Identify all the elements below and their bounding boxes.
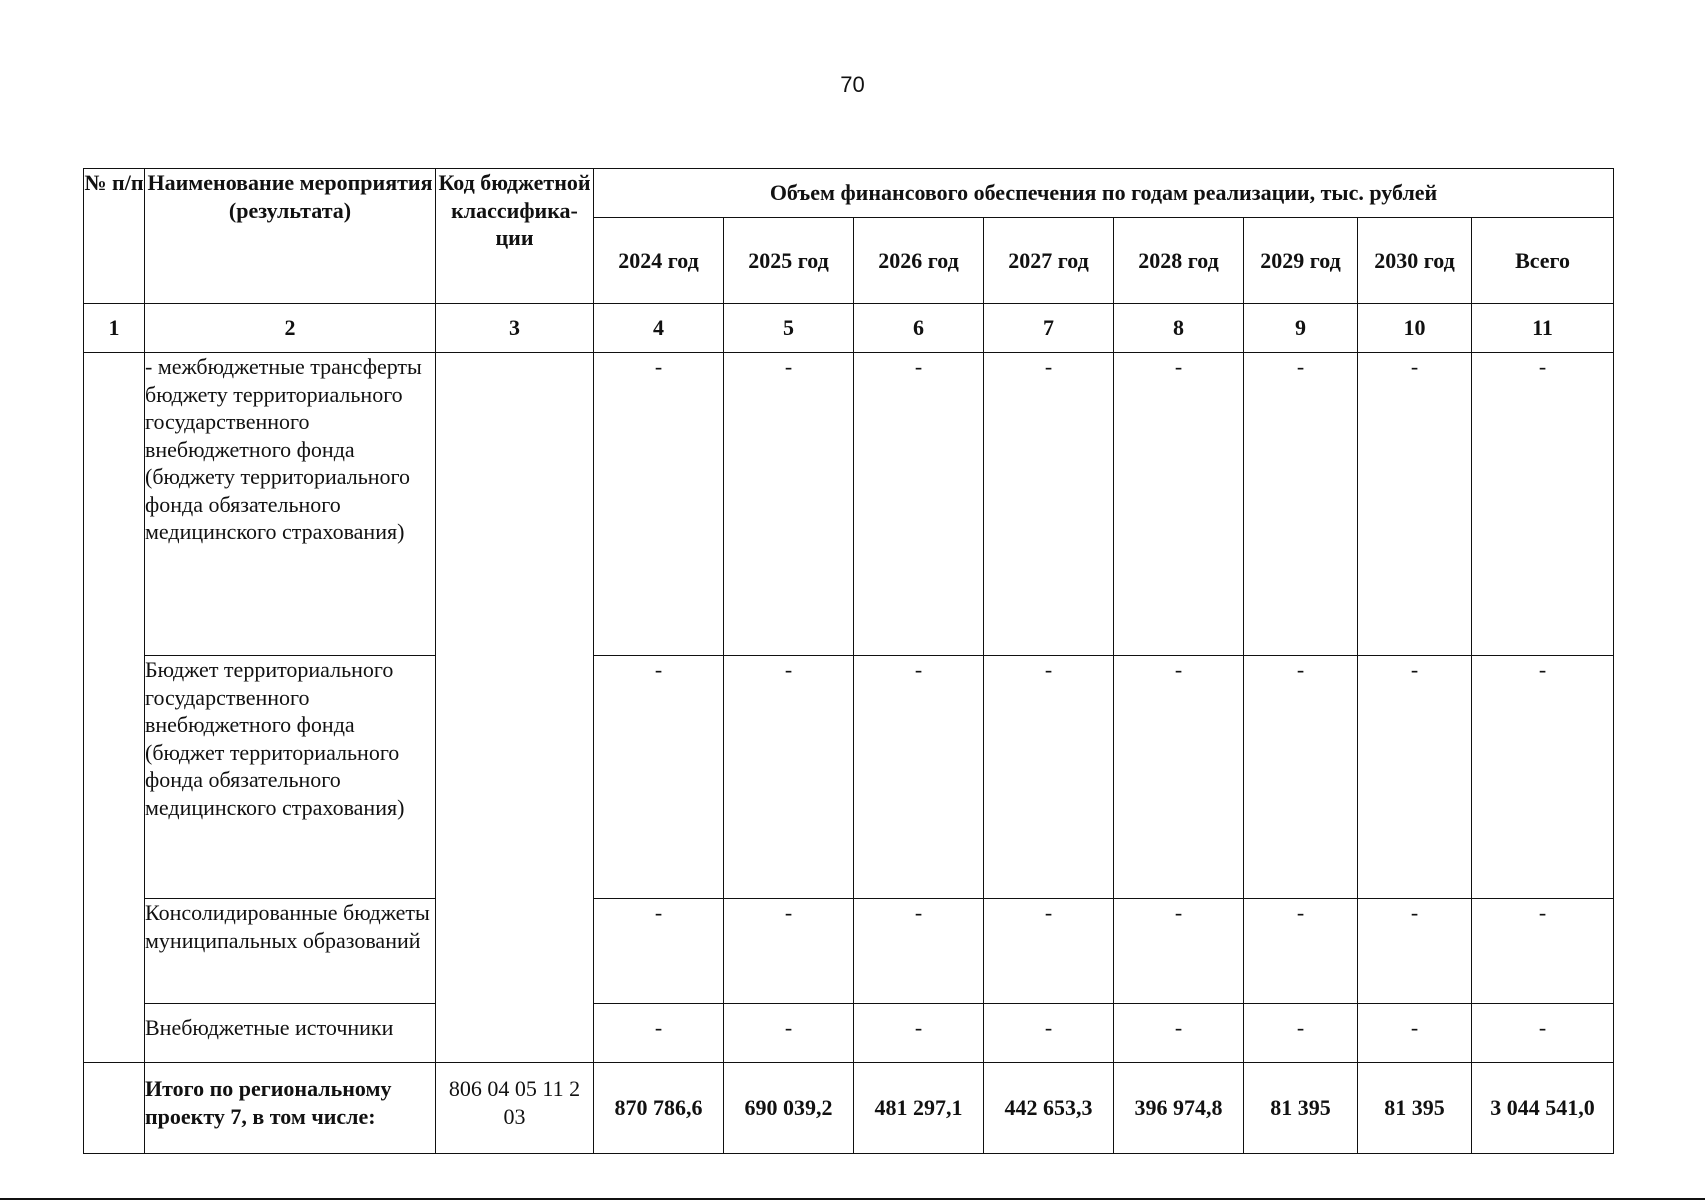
total-value: 870 786,6	[594, 1063, 724, 1154]
value-cell: -	[724, 353, 854, 656]
column-index: 9	[1244, 304, 1358, 353]
value-cell: -	[1472, 353, 1614, 656]
column-index: 10	[1358, 304, 1472, 353]
value-cell: -	[724, 656, 854, 899]
row-name: Внебюджетные источники	[145, 1004, 436, 1063]
column-index: 11	[1472, 304, 1614, 353]
column-index: 8	[1114, 304, 1244, 353]
header-year: 2025 год	[724, 218, 854, 304]
value-cell: -	[594, 1004, 724, 1063]
table-row	[84, 353, 1614, 656]
header-year: 2028 год	[1114, 218, 1244, 304]
value-cell: -	[1358, 656, 1472, 899]
value-cell: -	[854, 353, 984, 656]
column-index: 3	[436, 304, 594, 353]
header-volume: Объем финансового обеспечения по годам реализации, тыс. рублей	[594, 169, 1614, 218]
table-row	[84, 899, 1614, 1004]
total-value: 81 395	[1244, 1063, 1358, 1154]
value-cell: -	[854, 656, 984, 899]
header-code: Код бюджетной классифика-ции	[436, 169, 594, 304]
code-cell	[436, 353, 594, 1063]
row-name: - межбюджетные трансферты бюджету территориального государственного внебюджетного фонда (бюджету территориального фонда обязательного медицинского страхования)	[145, 353, 436, 656]
value-cell: -	[1244, 1004, 1358, 1063]
page-number: 70	[840, 72, 865, 97]
total-value: 3 044 541,0	[1472, 1063, 1614, 1154]
value-cell: -	[854, 1004, 984, 1063]
value-cell: -	[724, 899, 854, 1004]
value-cell: -	[1244, 656, 1358, 899]
value-cell: -	[594, 899, 724, 1004]
header-total: Всего	[1472, 218, 1614, 304]
value-cell: -	[1244, 353, 1358, 656]
value-cell: -	[1358, 1004, 1472, 1063]
total-value: 481 297,1	[854, 1063, 984, 1154]
value-cell: -	[1114, 899, 1244, 1004]
table-row	[84, 1004, 1614, 1063]
header-year: 2030 год	[1358, 218, 1472, 304]
value-cell: -	[984, 1004, 1114, 1063]
table-row	[84, 656, 1614, 899]
value-cell: -	[1472, 656, 1614, 899]
header-num: № п/п	[84, 169, 145, 304]
value-cell: -	[1244, 899, 1358, 1004]
column-index: 7	[984, 304, 1114, 353]
value-cell: -	[984, 899, 1114, 1004]
value-cell: -	[594, 353, 724, 656]
value-cell: -	[1472, 1004, 1614, 1063]
column-index: 6	[854, 304, 984, 353]
value-cell: -	[1114, 1004, 1244, 1063]
column-index: 1	[84, 304, 145, 353]
header-year: 2027 год	[984, 218, 1114, 304]
value-cell: -	[1114, 353, 1244, 656]
value-cell: -	[1114, 656, 1244, 899]
header-name: Наименование мероприятия (результата)	[145, 169, 436, 304]
total-code: 806 04 05 11 2 03	[436, 1063, 594, 1154]
header-year: 2024 год	[594, 218, 724, 304]
total-value: 442 653,3	[984, 1063, 1114, 1154]
column-index: 4	[594, 304, 724, 353]
value-cell: -	[1358, 899, 1472, 1004]
total-value: 690 039,2	[724, 1063, 854, 1154]
value-cell: -	[854, 899, 984, 1004]
header-year: 2026 год	[854, 218, 984, 304]
total-value: 81 395	[1358, 1063, 1472, 1154]
financing-table	[83, 168, 1614, 1154]
num-cell	[84, 353, 145, 1063]
total-value: 396 974,8	[1114, 1063, 1244, 1154]
total-name: Итого по региональному проекту 7, в том числе:	[145, 1063, 436, 1154]
row-name: Консолидированные бюджеты муниципальных образований	[145, 899, 436, 1004]
value-cell: -	[594, 656, 724, 899]
row-name: Бюджет территориального государственного внебюджетного фонда (бюджет территориального фонда обязательного медицинского страхования)	[145, 656, 436, 899]
column-index: 2	[145, 304, 436, 353]
value-cell: -	[724, 1004, 854, 1063]
value-cell: -	[984, 353, 1114, 656]
num-cell	[84, 1063, 145, 1154]
column-index: 5	[724, 304, 854, 353]
value-cell: -	[1358, 353, 1472, 656]
value-cell: -	[1472, 899, 1614, 1004]
total-row	[84, 1063, 1614, 1154]
header-year: 2029 год	[1244, 218, 1358, 304]
value-cell: -	[984, 656, 1114, 899]
